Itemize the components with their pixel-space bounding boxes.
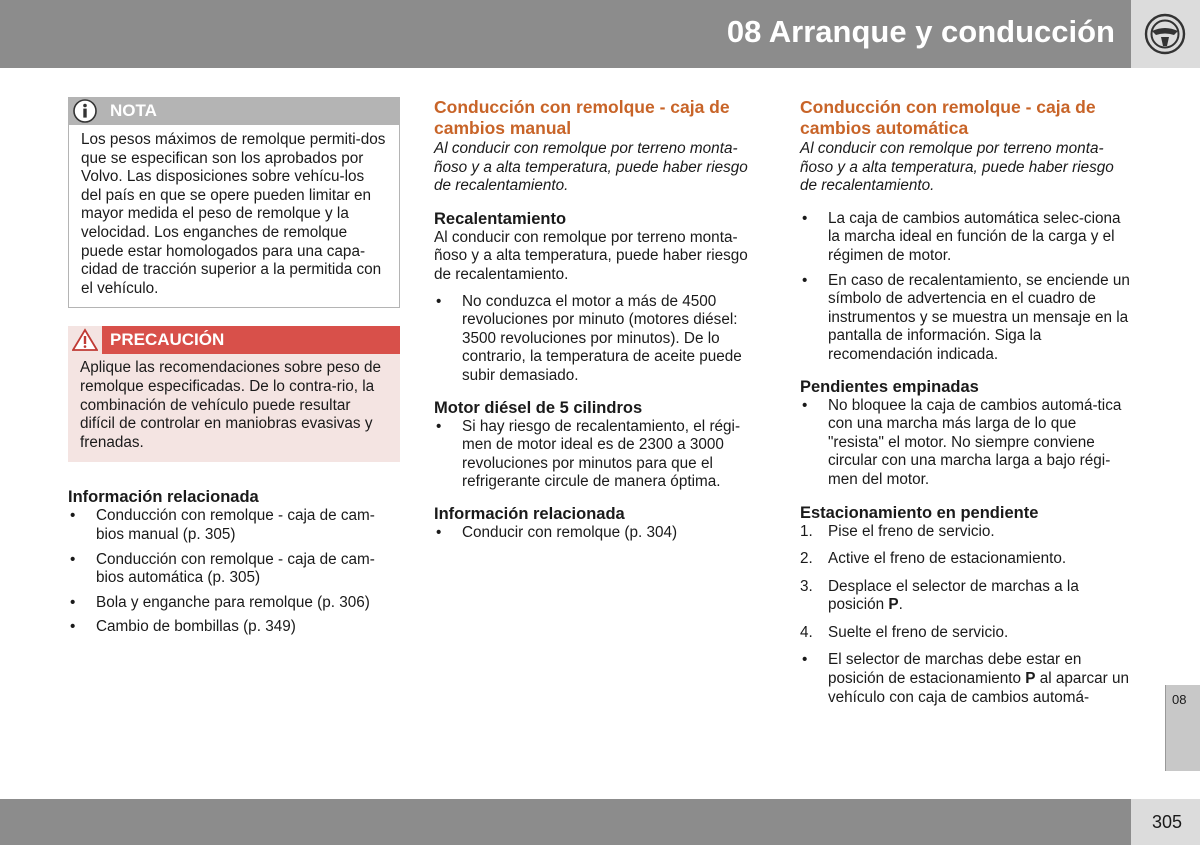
related-link[interactable]: • Bola y enganche para remolque (p. 306) xyxy=(68,594,400,613)
step-number: 4. xyxy=(800,623,813,641)
note-title: NOTA xyxy=(110,100,157,120)
step-item xyxy=(800,523,1134,542)
list-item xyxy=(800,651,1134,707)
related-link[interactable]: • Conducir con remolque (p. 304) xyxy=(434,524,768,543)
chapter-title: 08 Arranque y conducción xyxy=(726,14,1115,49)
note-header xyxy=(68,97,400,125)
diesel-list xyxy=(434,418,768,492)
footer-bar xyxy=(0,799,1131,845)
overheat-text: Al conducir con remolque por terreno monta-ñoso y a alta temperatura, puede haber riesgo de recalentamiento. xyxy=(434,228,748,283)
list-item: • La caja de cambios automática selec-ciona la marcha ideal en función de la carga y el régimen de motor. xyxy=(800,210,1134,266)
caution-box xyxy=(68,326,400,462)
step-text: Active el freno de estacionamiento. xyxy=(828,550,1067,568)
related-link[interactable]: • Conducción con remolque - caja de cam-bios manual (p. 305) xyxy=(68,507,400,544)
step-text: Suelte el freno de servicio. xyxy=(828,623,1009,641)
step-item xyxy=(800,624,1134,643)
chapter-icon-box xyxy=(1131,0,1200,68)
related-link[interactable]: • Conducción con remolque - caja de cam-bios automática (p. 305) xyxy=(68,551,400,588)
diesel-heading: Motor diésel de 5 cilindros xyxy=(434,398,643,417)
warning-icon xyxy=(72,328,98,352)
list-item: • No conduzca el motor a más de 4500 revoluciones por minuto (motores diésel: 3500 revoluciones por minutos). De lo contrario, la temperatura de aceite puede subir demasiado. xyxy=(434,293,768,386)
overheat-list xyxy=(434,293,768,386)
note-box xyxy=(68,97,400,308)
step-item xyxy=(800,578,1134,615)
column-left xyxy=(68,97,400,637)
steering-wheel-icon xyxy=(1144,13,1186,55)
page-number-box xyxy=(1131,799,1200,845)
overheat-heading: Recalentamiento xyxy=(434,209,567,228)
related-heading: Información relacionada xyxy=(434,504,625,523)
info-icon xyxy=(73,99,97,123)
related-heading: Información relacionada xyxy=(68,488,259,507)
step-number: 3. xyxy=(800,577,813,595)
step-number: 2. xyxy=(800,550,813,568)
step-number: 1. xyxy=(800,522,813,540)
caution-header xyxy=(68,326,400,354)
section-lead: Al conducir con remolque por terreno monta-ñoso y a alta temperatura, puede haber riesgo de recalentamiento. xyxy=(434,140,748,195)
step-text: Pise el freno de servicio. xyxy=(828,522,995,540)
bullet-text-post: al aparcar un vehículo con caja de cambios automá- xyxy=(828,670,1130,706)
section-title: Conducción con remolque - caja de cambios automática xyxy=(800,97,1096,138)
column-right xyxy=(800,97,1134,707)
step-text-pre: Desplace el selector de marchas a la posición xyxy=(828,577,1079,614)
list-item: • No bloquee la caja de cambios automá-tica con una marcha más larga de lo que "resista" el motor. No siempre conviene circular con una marcha larga a bajo régi-men del motor. xyxy=(800,397,1134,490)
caution-title: PRECAUCIÓN xyxy=(110,330,225,350)
parking-heading: Estacionamiento en pendiente xyxy=(800,503,1039,522)
parking-steps xyxy=(800,523,1134,708)
step-text-post: . xyxy=(898,596,903,614)
list-item: • Si hay riesgo de recalentamiento, el régi-men de motor ideal es de 2300 a 3000 revoluciones por minutos para que el refrigerante circule de manera óptima. xyxy=(434,418,768,492)
bullet-text-pre: El selector de marchas debe estar en posición de estacionamiento xyxy=(828,651,1082,688)
related-list xyxy=(68,507,400,637)
related-link[interactable]: • Cambio de bombillas (p. 349) xyxy=(68,618,400,637)
step-item xyxy=(800,550,1134,569)
step-text-bold: P xyxy=(888,596,899,614)
header-bar xyxy=(0,0,1131,68)
list-item: • En caso de recalentamiento, se enciende un símbolo de advertencia en el cuadro de instrumentos y se muestra un mensaje en la pantalla de información. Siga la recomendación indicada. xyxy=(800,272,1134,365)
bullet-text-bold: P xyxy=(1025,670,1036,688)
column-middle xyxy=(434,97,768,543)
section-title: Conducción con remolque - caja de cambios manual xyxy=(434,97,730,138)
slopes-heading: Pendientes empinadas xyxy=(800,377,979,396)
chapter-tab-label: 08 xyxy=(1172,692,1187,707)
section-lead: Al conducir con remolque por terreno monta-ñoso y a alta temperatura, puede haber riesgo de recalentamiento. xyxy=(800,140,1114,195)
page-number: 305 xyxy=(1151,812,1182,832)
auto-list xyxy=(800,210,1134,365)
caution-text: Aplique las recomendaciones sobre peso de remolque especificadas. De lo contra-rio, la combinación de vehículo puede resultar difícil de controlar en maniobras evasivas y frenadas. xyxy=(80,359,382,451)
slopes-list xyxy=(800,397,1134,490)
chapter-side-tab xyxy=(1165,685,1200,771)
related-list xyxy=(434,524,768,543)
note-text: Los pesos máximos de remolque permiti-dos que se especifican son los aprobados por Volvo. Las disposiciones sobre vehícu-los del país en que se opere pueden limitar en mayor medida el peso de remolque y la velocidad. Los enganches de remolque puede estar homologados para una capa-cidad de tracción superior a la permitida con el vehículo. xyxy=(81,131,386,297)
